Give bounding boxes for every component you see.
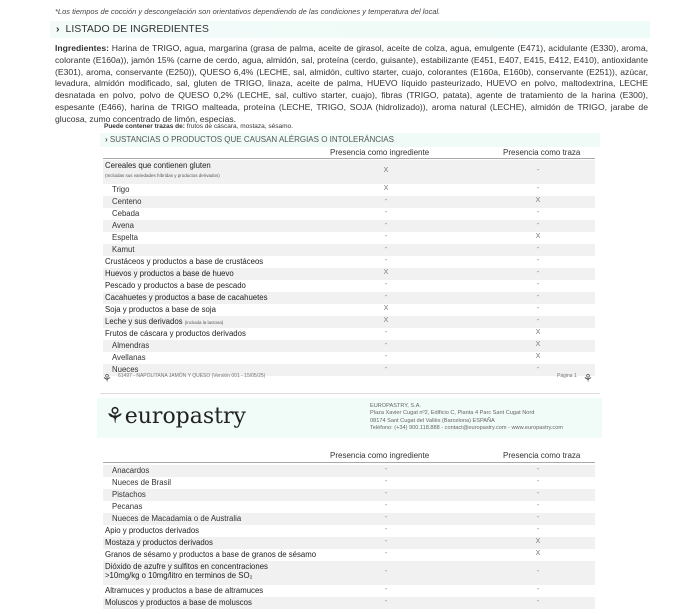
- ingredient-presence: -: [384, 550, 388, 557]
- sprig-icon: ⚘: [102, 373, 112, 385]
- ingredient-presence: -: [384, 598, 388, 605]
- allergen-name: Soja y productos a base de soja: [105, 305, 216, 314]
- trace-presence: -: [536, 209, 540, 216]
- allergen-name: Leche y sus derivados: [105, 317, 183, 326]
- table-row: [103, 489, 595, 501]
- ingredient-presence: X: [383, 185, 389, 192]
- footer-doc-info: 61497 - NAPOLITANA JAMÓN Y QUESO (Versión 001 - 15/05/25): [118, 373, 266, 379]
- allergen-name: Frutos de cáscara y productos derivados: [105, 329, 246, 338]
- allergen-name: Anacardos: [112, 466, 150, 475]
- allergen-label: [112, 514, 241, 523]
- traces-note: [104, 123, 293, 130]
- trace-presence: -: [536, 478, 540, 485]
- ingredients-list: [55, 43, 648, 126]
- table-row: [103, 184, 595, 196]
- table-row: [103, 232, 595, 244]
- traces-label: Puede contener trazas de:: [104, 123, 185, 130]
- ingredient-presence: X: [383, 317, 389, 324]
- company-name: EUROPASTRY, S.A.: [370, 403, 421, 409]
- trace-presence: -: [536, 514, 540, 521]
- allergen-label: [112, 502, 142, 511]
- allergen-label: [105, 281, 246, 290]
- sprig-icon: ⚘: [583, 373, 593, 385]
- allergen-label: [105, 550, 316, 559]
- allergen-name: Nueces: [112, 365, 139, 374]
- table-row: [103, 537, 595, 549]
- allergen-note: (Incluidas sus variedades híbridas y productos derivados): [105, 173, 220, 178]
- ingredient-presence: -: [384, 466, 388, 473]
- trace-presence: -: [536, 598, 540, 605]
- cooking-note: *Los tiempos de cocción y descongelación son orientativos dependiendo de las condiciones y temperatura del local.: [55, 7, 441, 16]
- allergen-name: Nueces de Macadamia o de Australia: [112, 514, 242, 523]
- allergen-name: Dióxido de azufre y sulfitos en concentraciones: [105, 562, 268, 571]
- table-row: [103, 465, 595, 477]
- table-row: [103, 292, 595, 304]
- header-divider: [103, 158, 595, 159]
- allergen-name: Pistachos: [112, 490, 146, 499]
- ingredient-presence: -: [384, 568, 388, 575]
- trace-presence: -: [536, 586, 540, 593]
- ingredients-text: Harina de TRIGO, agua, margarina (grasa de palma, aceite de girasol, aceite de colza, agua, emulgente (E471), acidulante (E330), aroma, colorante (E160a)), jamón 15% (carne de cerdo, agua, almidón, sal, proteína (cerdo, guisante), estabilizante (E451, E407, E415, E412, E410), antioxidante (E301), aroma, conservante (E250)), QUESO 6,4% (LECHE, sal, almidón, cultivo starter, cuajo, colorantes (E160a, E160b), conservante (E251)), azúcar, levadura, almidón modificado, sal, gluten de TRIGO, linaza, aceite de palma, HUEVO líquido pasteurizado, HUEVO en polvo, maltodextrina, LECHE desnatada en polvo, polvo de QUESO 0,2% (LECHE, sal, cultivo starter, cuajo), fibras (TRIGO, patata), agente de tratamiento de la harina (E300), espesante (E466), harina de TRIGO malteada, proteína (LECHE, TRIGO, SOJA (hidrolizado)), aroma natural (LECHE), almidón de TRIGO, jarabe de glucosa, zumo concentrado de limón, especias.: [55, 43, 648, 124]
- allergen-name: Avena: [112, 221, 134, 230]
- europastry-logo: [105, 404, 246, 429]
- ingredient-presence: -: [384, 281, 388, 288]
- table-row: [103, 244, 595, 256]
- trace-presence: -: [536, 568, 540, 575]
- chevron-right-icon: ›: [56, 23, 60, 35]
- trace-presence: -: [536, 305, 540, 312]
- allergen-name: Espelta: [112, 233, 139, 242]
- allergen-note: (incluida la lactosa): [184, 320, 224, 325]
- trace-presence: -: [536, 269, 540, 276]
- logo-text: europastry: [124, 404, 246, 429]
- ingredient-presence: -: [384, 221, 388, 228]
- allergen-name: Cebada: [112, 209, 140, 218]
- table-row: [103, 585, 595, 597]
- ingredient-presence: -: [384, 341, 388, 348]
- trace-presence: -: [536, 466, 540, 473]
- allergen-label: [112, 466, 149, 475]
- allergen-name: Moluscos y productos a base de moluscos: [105, 598, 252, 607]
- traces-text: frutos de cáscara, mostaza, sésamo.: [184, 123, 293, 130]
- allergen-label: [112, 341, 149, 350]
- ingredient-presence: -: [384, 293, 388, 300]
- trace-presence: -: [536, 167, 540, 174]
- trace-presence: -: [536, 293, 540, 300]
- ingredients-heading: [50, 21, 650, 38]
- trace-presence: -: [536, 245, 540, 252]
- ingredient-presence: X: [383, 305, 389, 312]
- allergen-name: Pecanas: [112, 502, 143, 511]
- table-row: [103, 501, 595, 513]
- trace-presence: X: [535, 353, 541, 360]
- ingredient-presence: -: [384, 502, 388, 509]
- trace-presence: X: [535, 550, 541, 557]
- allergen-label: [112, 197, 141, 206]
- allergen-label: [112, 245, 135, 254]
- trace-presence: -: [536, 221, 540, 228]
- trace-presence: X: [535, 341, 541, 348]
- allergen-name: Trigo: [112, 185, 130, 194]
- allergen-label: [112, 221, 134, 230]
- allergen-name: Centeno: [112, 197, 142, 206]
- ingredient-presence: -: [384, 245, 388, 252]
- allergen-label: [105, 562, 268, 580]
- table-row: [103, 328, 595, 340]
- trace-presence: -: [536, 281, 540, 288]
- page-divider: [100, 393, 600, 394]
- ingredient-presence: -: [384, 514, 388, 521]
- table-row: [103, 340, 595, 352]
- col-trace-header: Presencia como traza: [503, 451, 581, 460]
- allergen-label: [105, 526, 199, 535]
- trace-presence: X: [535, 233, 541, 240]
- allergen-name: Apio y productos derivados: [105, 526, 200, 535]
- ingredients-label: Ingredientes:: [55, 43, 109, 53]
- table-row: [103, 561, 595, 585]
- ingredient-presence: -: [384, 538, 388, 545]
- allergen-name: Nueces de Brasil: [112, 478, 171, 487]
- ingredient-presence: -: [384, 353, 388, 360]
- company-contact: Teléfono: (+34) 900.118.888 - contact@europastry.com - www.europastry.com: [370, 424, 564, 431]
- ingredient-presence: -: [384, 257, 388, 264]
- table-row: [103, 208, 595, 220]
- table-row: [103, 304, 595, 316]
- table-row: [103, 352, 595, 364]
- allergen-label: [105, 538, 213, 547]
- ingredient-presence: X: [383, 167, 389, 174]
- ingredient-presence: -: [384, 209, 388, 216]
- ingredient-presence: -: [384, 478, 388, 485]
- allergen-label: [112, 209, 139, 218]
- allergen-name: Cereales que contienen gluten: [105, 161, 211, 170]
- table-row: [103, 549, 595, 561]
- allergen-label: [112, 490, 146, 499]
- table-row: [103, 280, 595, 292]
- trace-presence: -: [536, 257, 540, 264]
- trace-presence: -: [536, 490, 540, 497]
- table-row: [103, 597, 595, 609]
- trace-presence: -: [536, 317, 540, 324]
- trace-presence: -: [536, 185, 540, 192]
- allergen-name: Crustáceos y productos a base de crustáceos: [105, 257, 264, 266]
- footer-page: Página 1: [557, 373, 577, 379]
- trace-presence: -: [536, 502, 540, 509]
- allergen-name: Cacahuetes y productos a base de cacahuetes: [105, 293, 268, 302]
- allergen-name: Pescado y productos a base de pescado: [105, 281, 246, 290]
- ingredient-presence: -: [384, 329, 388, 336]
- ingredient-presence: -: [384, 233, 388, 240]
- table-row: [103, 513, 595, 525]
- ingredient-presence: X: [383, 269, 389, 276]
- ingredients-heading-text: LISTADO DE INGREDIENTES: [65, 23, 209, 35]
- header-divider: [103, 462, 595, 463]
- trace-presence: X: [535, 538, 541, 545]
- table-row: [103, 525, 595, 537]
- allergen-label: [105, 257, 263, 266]
- sprig-icon: ⚘: [105, 404, 125, 429]
- trace-presence: X: [535, 329, 541, 336]
- trace-presence: -: [536, 365, 540, 372]
- trace-presence: X: [535, 197, 541, 204]
- allergen-name: Granos de sésamo y productos a base de granos de sésamo: [105, 550, 317, 559]
- ingredient-presence: -: [384, 490, 388, 497]
- company-address: [370, 403, 563, 432]
- ingredient-presence: -: [384, 526, 388, 533]
- allergen-label: [105, 329, 246, 338]
- allergen-label: [105, 305, 216, 314]
- ingredient-presence: -: [384, 365, 388, 372]
- allergen-name: Avellanas: [112, 353, 146, 362]
- table-row: [103, 220, 595, 232]
- col-trace-header: Presencia como traza: [503, 148, 581, 157]
- table-row: [103, 160, 595, 184]
- col-ingredient-header: Presencia como ingrediente: [330, 148, 430, 157]
- allergen-label: [105, 161, 220, 179]
- allergens-heading: [100, 133, 600, 147]
- table-row: [103, 316, 595, 328]
- table-row: [103, 268, 595, 280]
- allergen-name: Huevos y productos a base de huevo: [105, 269, 234, 278]
- allergen-label: [105, 317, 223, 326]
- allergen-name: Almendras: [112, 341, 150, 350]
- ingredient-presence: -: [384, 197, 388, 204]
- allergen-label: [112, 353, 146, 362]
- chevron-right-icon: ›: [105, 135, 110, 144]
- table-row: [103, 196, 595, 208]
- allergen-label: [105, 586, 263, 595]
- ingredient-presence: -: [384, 586, 388, 593]
- allergen-name-line2: >10mg/kg o 10mg/litro en terminos de SO₂: [105, 571, 253, 580]
- allergen-label: [112, 478, 171, 487]
- allergen-name: Kamut: [112, 245, 135, 254]
- company-address-line1: Plaza Xavier Cugat nº2, Edificio C, Planta 4 Parc Sant Cugat Nord: [370, 410, 535, 417]
- allergen-name: Mostaza y productos derivados: [105, 538, 213, 547]
- allergen-label: [105, 269, 234, 278]
- col-ingredient-header: Presencia como ingrediente: [330, 451, 430, 460]
- allergens-heading-text: SUSTANCIAS O PRODUCTOS QUE CAUSAN ALÉRGIAS O INTOLERÁNCIAS: [109, 135, 394, 144]
- allergen-label: [112, 233, 138, 242]
- table-row: [103, 256, 595, 268]
- trace-presence: -: [536, 526, 540, 533]
- table-row: [103, 477, 595, 489]
- company-address-line2: 08174 Sant Cugat del Vallès (Barcelona) ESPAÑA: [370, 417, 495, 424]
- allergen-label: [105, 598, 252, 607]
- allergen-label: [105, 293, 268, 302]
- allergen-name: Altramuces y productos a base de altramuces: [105, 586, 264, 595]
- allergen-label: [112, 185, 129, 194]
